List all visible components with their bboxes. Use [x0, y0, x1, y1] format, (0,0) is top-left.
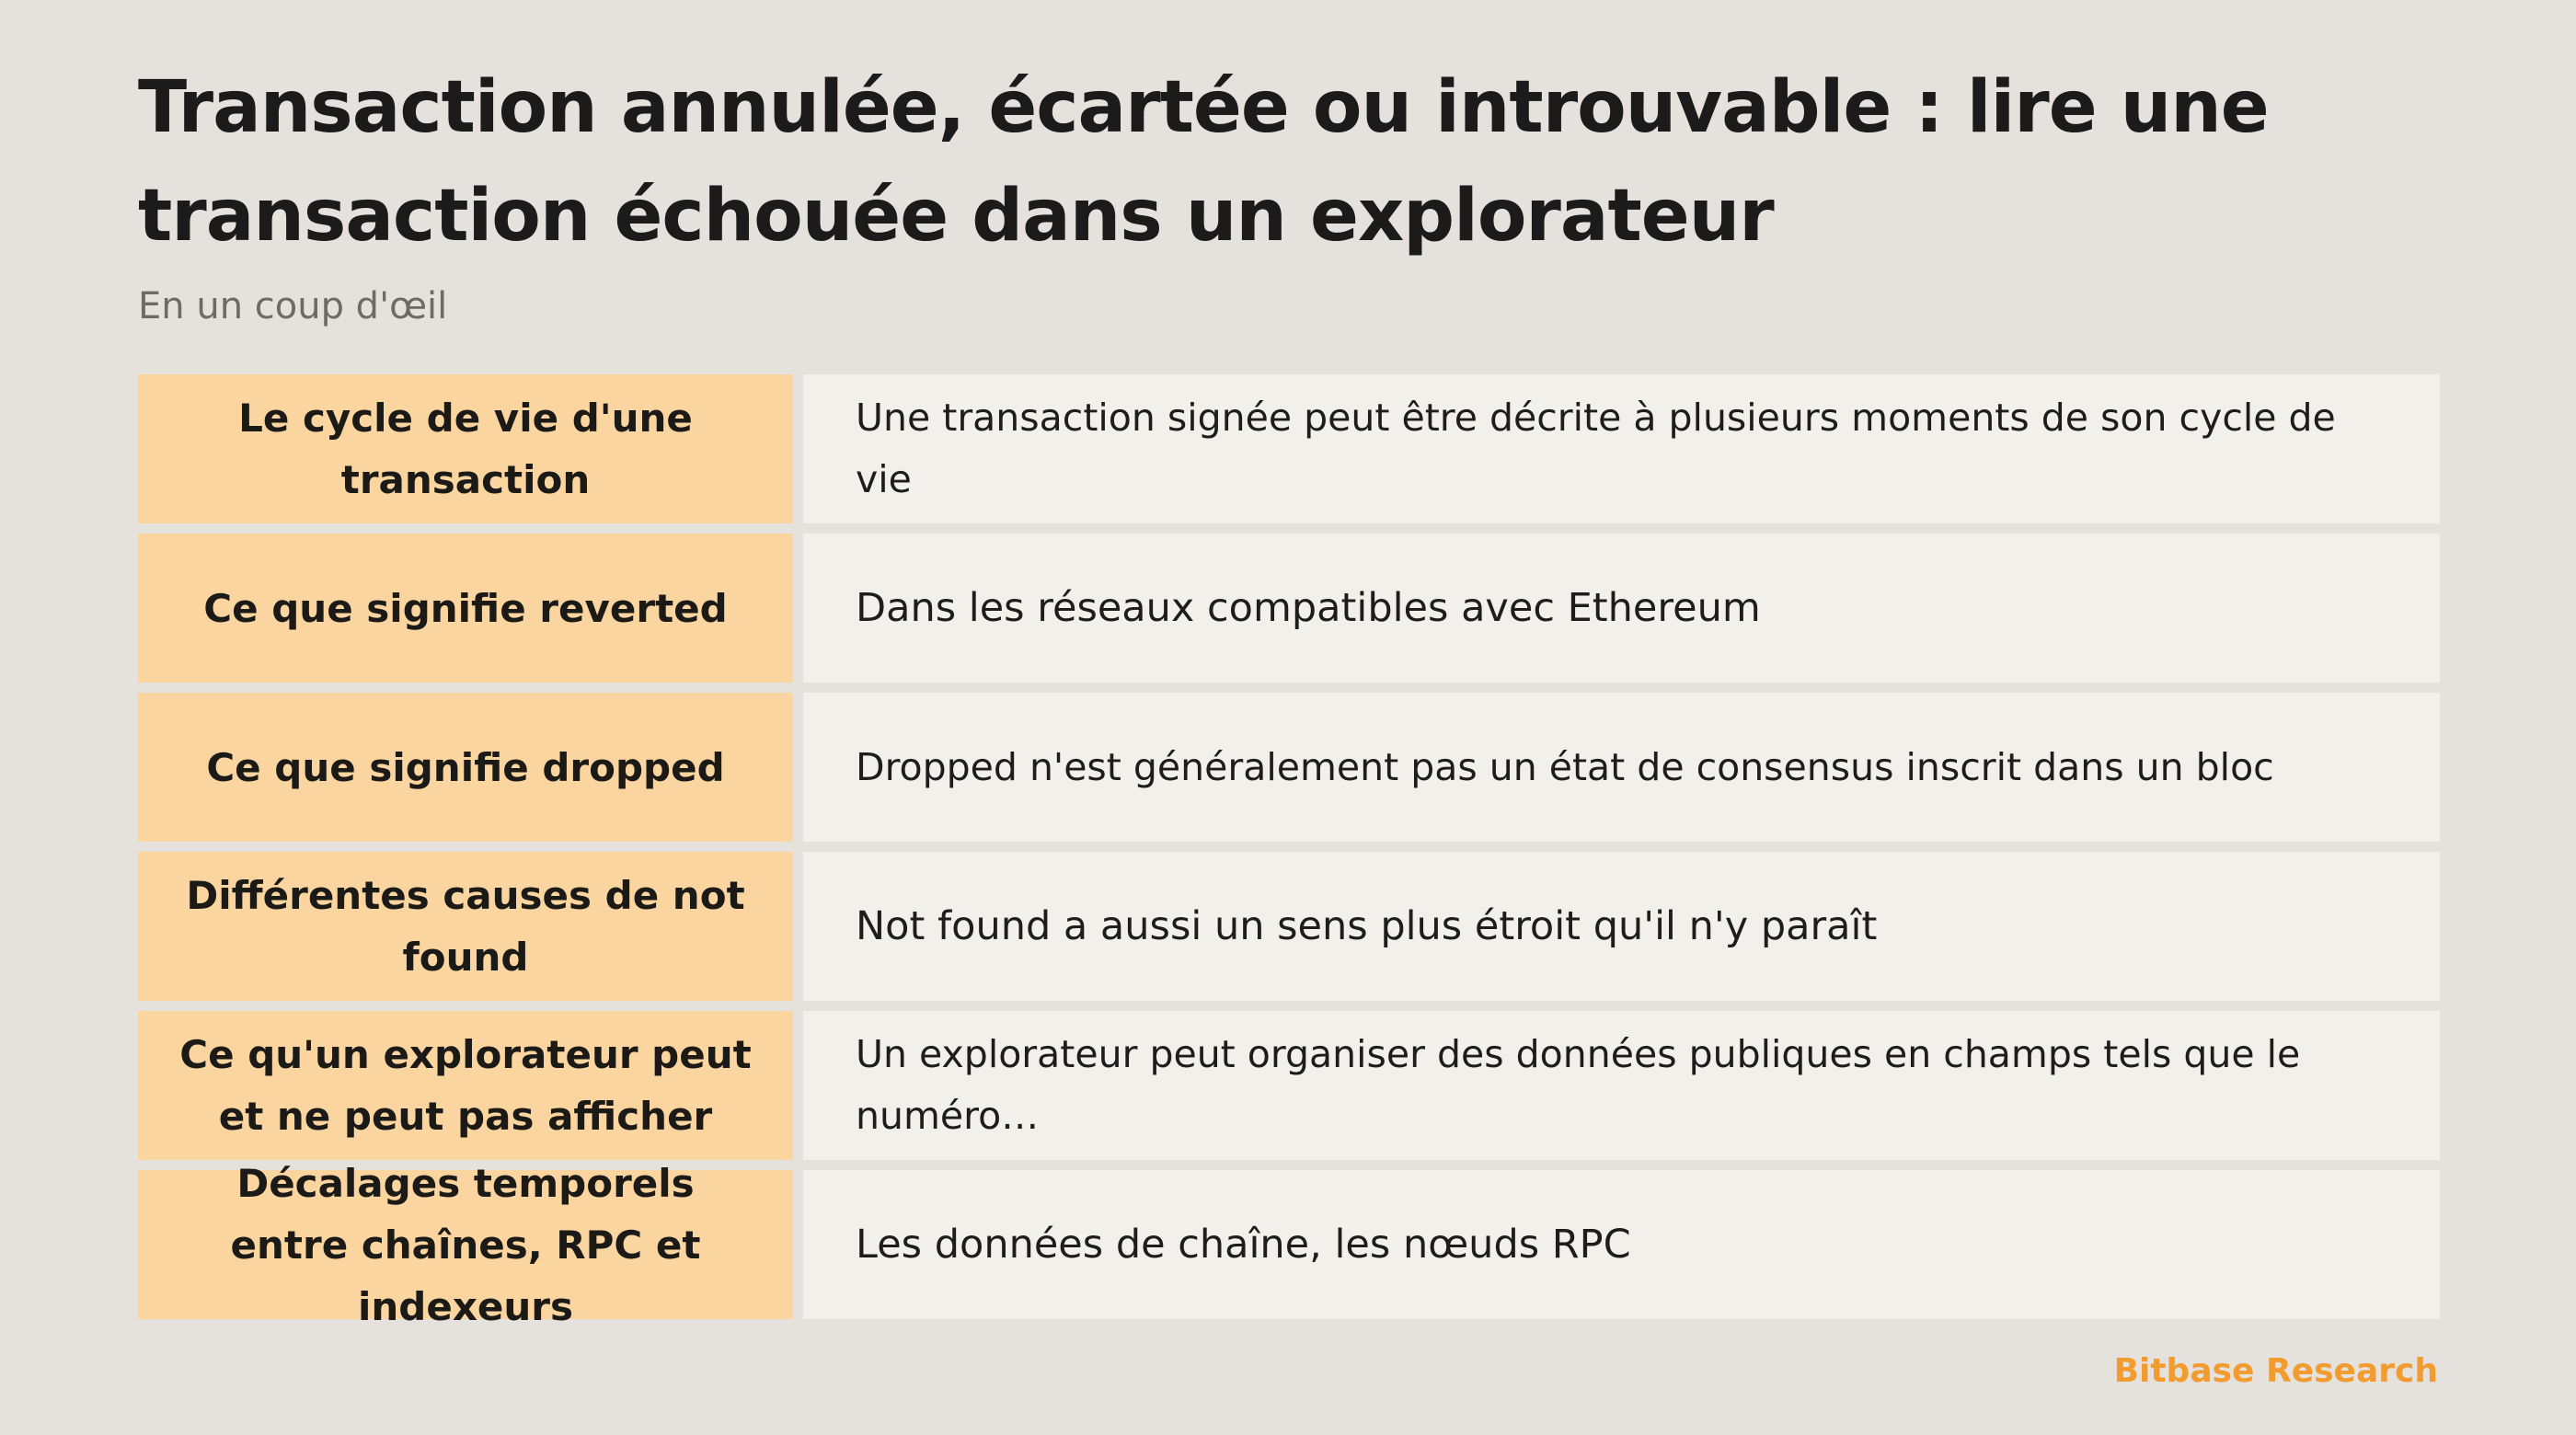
page-title: Transaction annulée, écartée ou introuvable : lire une transaction échouée dans un explorateur: [138, 66, 2269, 258]
row-label-cell: [138, 852, 793, 1001]
row-value: Not found a aussi un sens plus étroit qu'il n'y paraît: [856, 902, 1878, 949]
summary-table: [138, 374, 2440, 1329]
row-label: Différentes causes de not found: [186, 873, 745, 980]
row-label: Ce que signifie dropped: [206, 744, 725, 790]
row-value: Un explorateur peut organiser des données publiques en champs tels que le numéro…: [856, 1032, 2301, 1138]
row-label-cell: [138, 1011, 793, 1160]
brand-logo-text: Bitbase Research: [2113, 1352, 2438, 1390]
row-value-cell: [803, 1011, 2440, 1160]
row-value-cell: [803, 852, 2440, 1001]
row-value-cell: [803, 1170, 2440, 1319]
table-row: [138, 534, 2440, 683]
row-value: Les données de chaîne, les nœuds RPC: [856, 1221, 1631, 1268]
row-value-cell: [803, 374, 2440, 523]
page-subtitle: En un coup d'œil: [138, 285, 448, 327]
table-row: [138, 1011, 2440, 1160]
table-row: [138, 1160, 2440, 1329]
row-label-cell: [138, 1160, 793, 1329]
row-label: Ce qu'un explorateur peut et ne peut pas afficher: [179, 1032, 752, 1139]
table-row: [138, 693, 2440, 842]
row-label-cell: [138, 374, 793, 523]
row-value: Dans les réseaux compatibles avec Ethereum: [856, 584, 1761, 631]
table-row: [138, 374, 2440, 523]
row-value-cell: [803, 534, 2440, 683]
row-value: Dropped n'est généralement pas un état de consensus inscrit dans un bloc: [856, 744, 2274, 789]
row-label: Le cycle de vie d'une transaction: [238, 396, 693, 502]
row-label: Décalages temporels entre chaînes, RPC et indexeurs: [230, 1160, 701, 1329]
row-label-cell: [138, 693, 793, 842]
row-label: Ce que signifie reverted: [203, 585, 728, 631]
row-value-cell: [803, 693, 2440, 842]
row-value: Une transaction signée peut être décrite à plusieurs moments de son cycle de vie: [856, 396, 2336, 501]
table-row: [138, 852, 2440, 1001]
row-label-cell: [138, 534, 793, 683]
